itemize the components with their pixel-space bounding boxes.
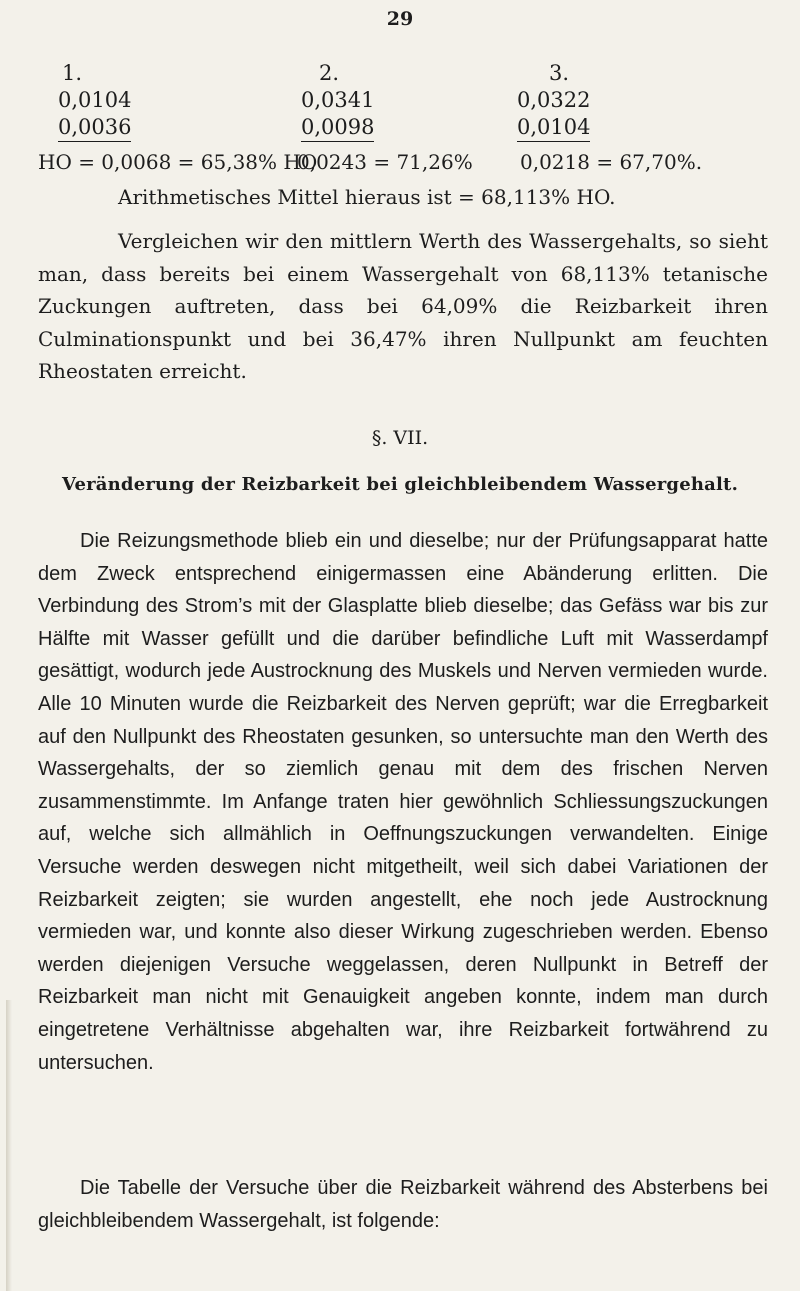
column-value: 0,0104 [517,114,590,142]
section-title: Veränderung der Reizbarkeit bei gleichbleibendem Wassergehalt. [61,474,739,495]
column-label: 1. [62,61,83,85]
column-value: 0,0098 [301,114,374,142]
paragraph: Vergleichen wir den mittlern Werth des Wassergehalts, so sieht man, dass bereits bei einem Wassergehalt von 68,113% tetanische Zuckungen auftreten, dass bei 64,09% die Reizbarkeit ihren Culminationspunkt und bei 36,47% ihren Nullpunkt am feuchten Rheostaten erreicht. [38,229,768,384]
table-column-3 [517,60,590,142]
page-edge-shadow [6,1000,12,1291]
ho-result: 0,0218 = 67,70%. [520,150,703,174]
column-value: 0,0104 [58,88,132,112]
table-column-1 [58,60,131,142]
arithmetic-mean: Arithmetisches Mittel hieraus ist = 68,113% HO. [118,185,616,209]
column-value: 0,0322 [517,88,591,112]
column-value: 0,0341 [301,88,375,112]
ho-result: HO = 0,0068 = 65,38% HO [38,150,318,174]
table-column-2 [301,60,374,142]
column-label: 2. [319,61,340,85]
ho-result: 0,0243 = 71,26% [297,150,473,174]
paragraph: Die Reizungsmethode blieb ein und dieselbe; nur der Prüfungsapparat hatte dem Zweck entsprechend einigermassen eine Abänderung erlitten. Die Verbindung des Strom’s mit der Glasplatte blieb dieselbe; das Gefäss war bis zur Hälfte mit Wasser gefüllt und die darüber befindliche Luft mit Wasserdampf gesättigt, wodurch jede Austrocknung des Muskels und Nerven vermieden wurde. Alle 10 Minuten wurde die Reizbarkeit des Nerven geprüft; war die Erregbarkeit auf den Nullpunkt des Rheostaten gesunken, so untersuchte man den Werth des Wassergehalts, der so ziemlich genau mit dem des frischen Nerven zusammenstimmte. Im Anfange traten hier gewöhnlich Schliessungszuckungen auf, welche sich allmählich in Oeffnungszuckungen verwandelten. Einige Versuche werden deswegen nicht mitgetheilt, weil sich dabei Variationen der Reizbarkeit zeigten; sie wurden angestellt, ehe noch jede Austrocknung vermieden war, und konnte also dieser Wirkung zugeschrieben werden. Ebenso werden diejenigen Versuche weggelassen, deren Nullpunkt in Betreff der Reizbarkeit man nicht mit Genauigkeit angeben konnte, indem man durch eingetretene Verhältnisse abgehalten war, ihre Reizbarkeit fortwährend zu untersuchen. [38,530,768,1074]
paragraph: Die Tabelle der Versuche über die Reizbarkeit während des Absterbens bei gleichbleibendem Wassergehalt, ist folgende: [38,1177,768,1232]
page-number: 29 [386,8,414,30]
section-number: §. VII. [371,427,429,449]
column-label: 3. [549,61,570,85]
column-value: 0,0036 [58,114,131,142]
